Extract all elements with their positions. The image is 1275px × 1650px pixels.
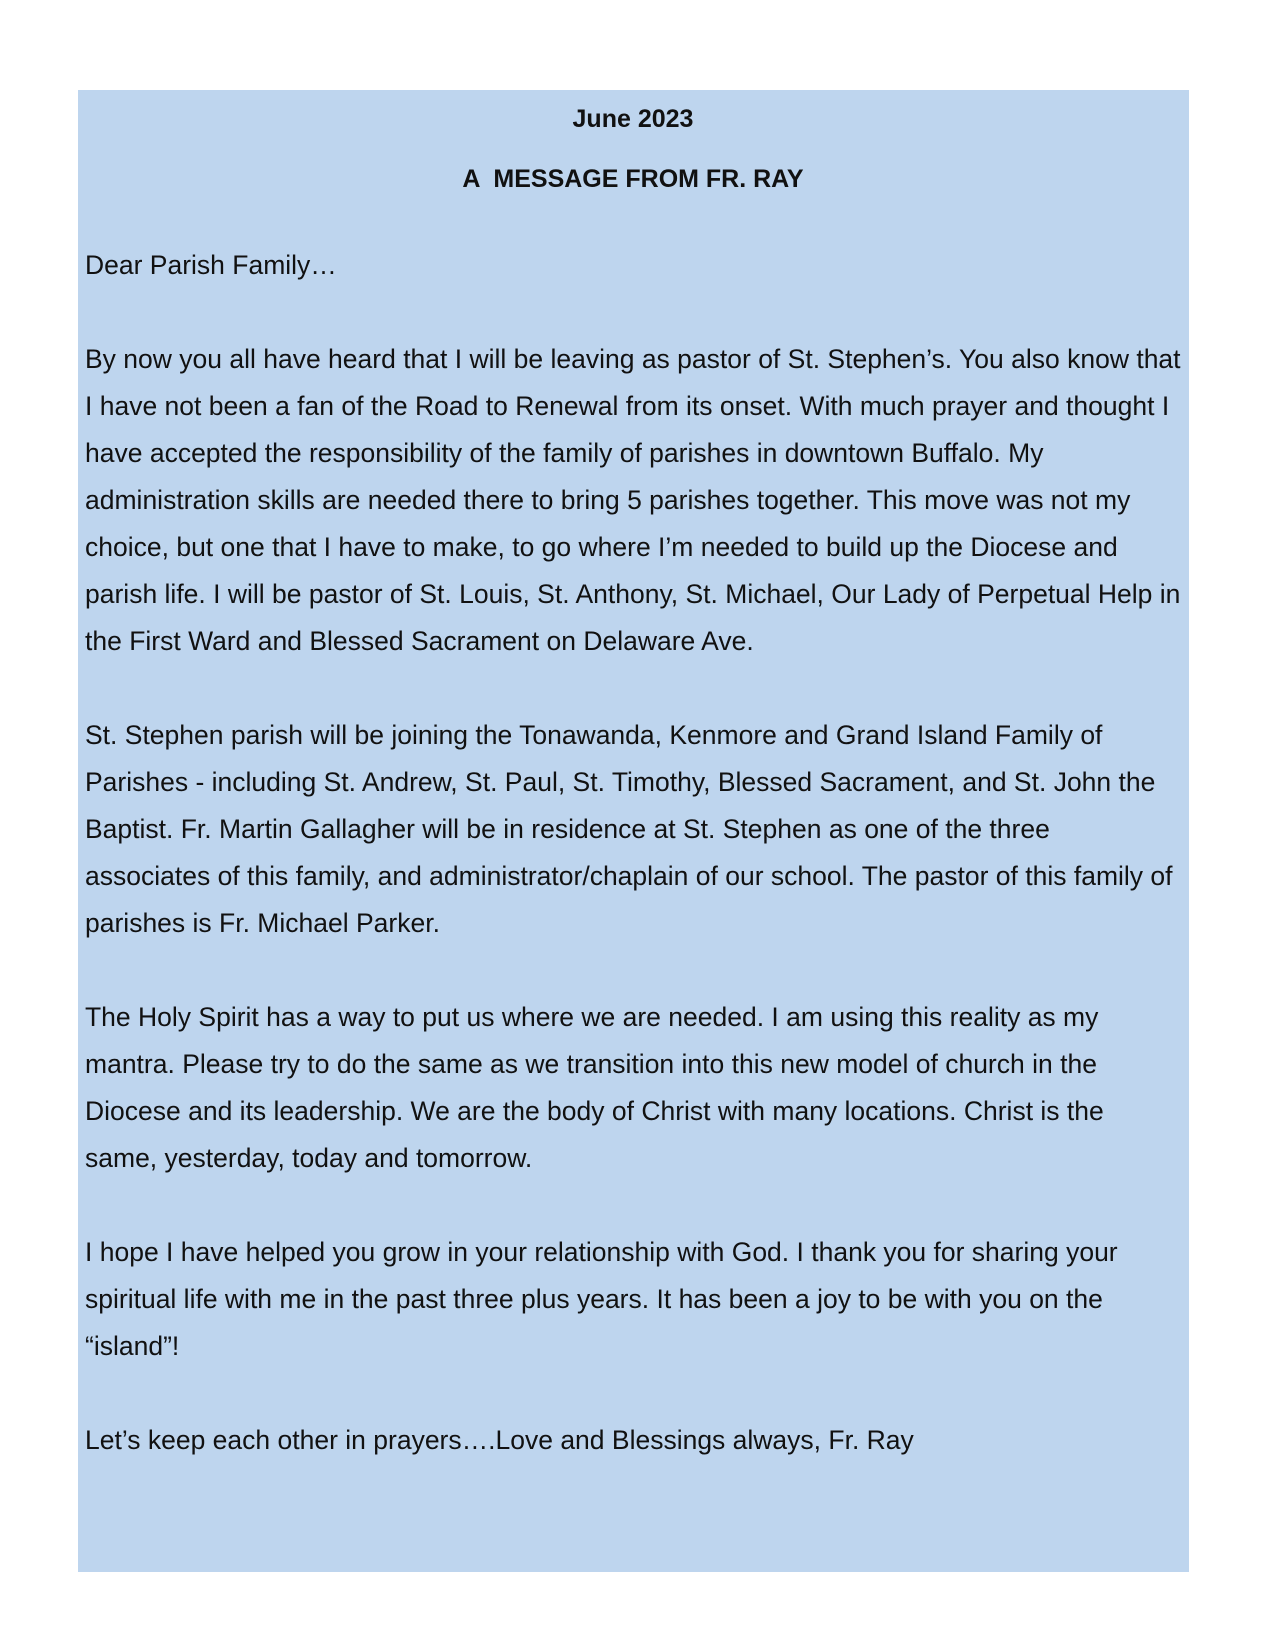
paragraph-holy-spirit: The Holy Spirit has a way to put us where we are needed. I am using this reality as my mantra. Please try to do the same as we transition into this new model of church in the Diocese and its leadership. We are the body of Christ with many locations. Christ is the same, yesterday, today and tomorrow. [85, 1002, 1104, 1173]
sign-off: Let’s keep each other in prayers….Love and Blessings always, Fr. Ray [85, 1425, 914, 1455]
paragraph-gratitude: I hope I have helped you grow in your relationship with God. I thank you for sharing your spiritual life with me in the past three plus years. It has been a joy to be with you on the “island”! [85, 1237, 1118, 1361]
letter-panel [78, 90, 1189, 1572]
paragraph-announcement: By now you all have heard that I will be leaving as pastor of St. Stephen’s. You also know that I have not been a fan of the Road to Renewal from its onset. With much prayer and thought I have accepted the responsibility of the family of parishes in downtown Buffalo. My administration skills are needed there to bring 5 parishes together. This move was not my choice, but one that I have to make, to go where I’m needed to build up the Diocese and parish life. I will be pastor of St. Louis, St. Anthony, St. Michael, Our Lady of Perpetual Help in the First Ward and Blessed Sacrament on Delaware Ave. [85, 344, 1181, 656]
paragraph-st-stephen-parish: St. Stephen parish will be joining the Tonawanda, Kenmore and Grand Island Family of Parishes - including St. Andrew, St. Paul, St. Timothy, Blessed Sacrament, and St. John the Baptist. Fr. Martin Gallagher will be in residence at St. Stephen as one of the three associates of this family, and administrator/chaplain of our school. The pastor of this family of parishes is Fr. Michael Parker. [85, 720, 1173, 938]
letter-heading: A MESSAGE FROM FR. RAY [462, 165, 804, 193]
salutation: Dear Parish Family… [85, 250, 337, 280]
letter-date: June 2023 [572, 105, 694, 133]
